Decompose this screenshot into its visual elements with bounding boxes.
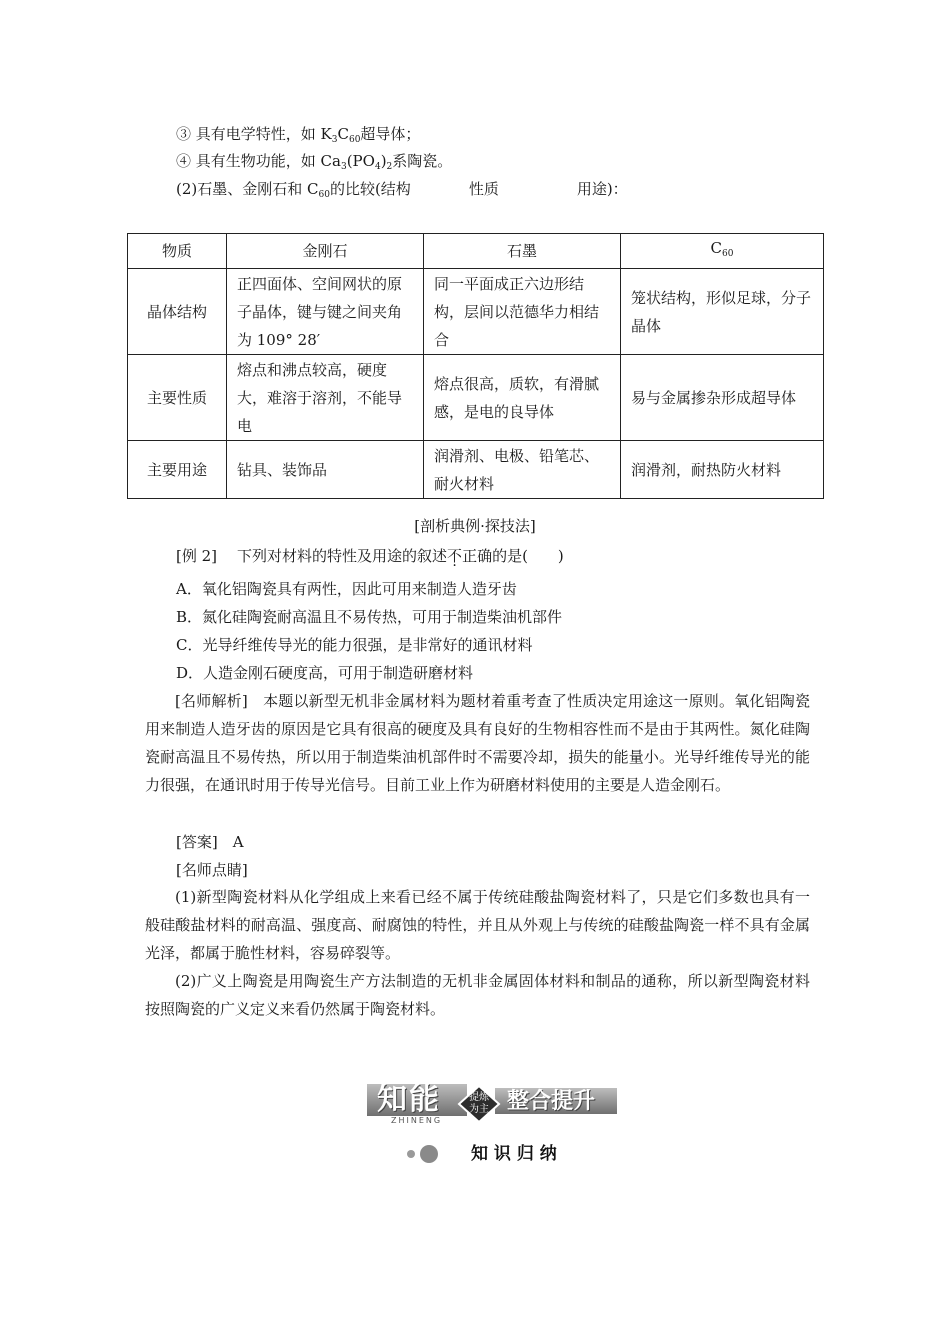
tip-label: [名师点睛] xyxy=(176,861,248,879)
table-cell: 熔点很高，质软，有滑腻感，是电的良导体 xyxy=(424,355,621,441)
option-c: C．光导纤维传导光的能力很强，是非常好的通讯材料 xyxy=(176,636,533,654)
knowledge-title: 知 识 归 纳 xyxy=(471,1144,557,1164)
example-label: [例 2] xyxy=(176,547,218,565)
table-row xyxy=(128,441,824,499)
table-cell: 同一平面成正六边形结构，层间以范德华力相结合 xyxy=(424,269,621,355)
zhineng-banner xyxy=(367,1082,622,1128)
option-d: D．人造金刚石硬度高，可用于制造研磨材料 xyxy=(176,664,474,682)
table-cell: 熔点和沸点较高，硬度大，难溶于溶剂，不能导电 xyxy=(227,355,424,441)
table-cell: 笼状结构，形似足球，分子晶体 xyxy=(621,269,824,355)
tip-paragraph-1: (1)新型陶瓷材料从化学组成上来看已经不属于传统硅酸盐陶瓷材料了，只是它们多数也具有一般硅酸盐材料的耐高温、强度高、耐腐蚀的特性，并且从外观上与传统的硅酸盐陶瓷一样不具有金属光泽，都属于脆性材料，容易碎裂等。 xyxy=(145,888,810,962)
property-line-electric: ③ 具有电学特性，如 $K_3C_{60}$超导体； xyxy=(176,125,421,145)
header-cell: 物质 xyxy=(128,234,227,269)
table-cell: 易与金属掺杂形成超导体 xyxy=(621,355,824,441)
comparison-table xyxy=(127,233,824,499)
example-question: [例 2] 下列对材料的特性及用途的叙述不正确的是( ) xyxy=(176,547,564,565)
property-line-biological: ④ 具有生物功能，如 $Ca_3(PO_4)_2$系陶瓷。 xyxy=(176,152,453,172)
dots-icon xyxy=(403,1141,447,1167)
answer-line: [答案] A xyxy=(176,833,244,851)
banner-big-text: 知能 xyxy=(377,1082,441,1117)
knowledge-heading xyxy=(403,1141,583,1167)
table-header-row xyxy=(128,234,824,269)
header-cell: 金刚石 xyxy=(227,234,424,269)
table-cell: 钻具、装饰品 xyxy=(227,441,424,499)
banner-small-bottom: 为主 xyxy=(469,1104,489,1115)
table-cell: 润滑剂，耐热防火材料 xyxy=(621,441,824,499)
compare-heading: (2)石墨、金刚石和 $C_{60}$的比较(结构 性质 用途)： xyxy=(176,180,628,200)
table-cell: 正四面体、空间网状的原子晶体，键与键之间夹角为 109° 28′ xyxy=(227,269,424,355)
banner-right-text: 整合提升 xyxy=(507,1089,596,1114)
row-label: 主要性质 xyxy=(128,355,227,441)
table-row xyxy=(128,269,824,355)
option-a: A．氧化铝陶瓷具有两性，因此可用来制造人造牙齿 xyxy=(176,580,517,598)
option-b: B．氮化硅陶瓷耐高温且不易传热，可用于制造柴油机部件 xyxy=(176,608,563,626)
section-title: [剖析典例·探技法] xyxy=(414,517,536,535)
analysis-paragraph: [名师解析] 本题以新型无机非金属材料为题材着重考查了性质决定用途这一原则。氧化铝陶瓷用来制造人造牙齿的原因是它具有很高的硬度及具有良好的生物相容性而不是由于其两性。氮化硅陶瓷耐高温且不易传热，所以用于制造柴油机部件时不需要冷却，损失的能量小。光导纤维传导光的能力很强，在通讯时用于传导光信号。目前工业上作为研磨材料使用的主要是人造金刚石。 xyxy=(145,692,810,794)
table-cell: 润滑剂、电极、铅笔芯、耐火材料 xyxy=(424,441,621,499)
row-label: 晶体结构 xyxy=(128,269,227,355)
row-label: 主要用途 xyxy=(128,441,227,499)
header-cell: 石墨 xyxy=(424,234,621,269)
banner-small-top: 提炼 xyxy=(469,1092,489,1103)
banner-pinyin: ZHINENG xyxy=(391,1116,443,1125)
tip-paragraph-2: (2)广义上陶瓷是用陶瓷生产方法制造的无机非金属固体材料和制品的通称，所以新型陶瓷材料按照陶瓷的广义定义来看仍然属于陶瓷材料。 xyxy=(145,972,810,1018)
table-row xyxy=(128,355,824,441)
header-cell: $C_{60}$ xyxy=(621,234,824,269)
